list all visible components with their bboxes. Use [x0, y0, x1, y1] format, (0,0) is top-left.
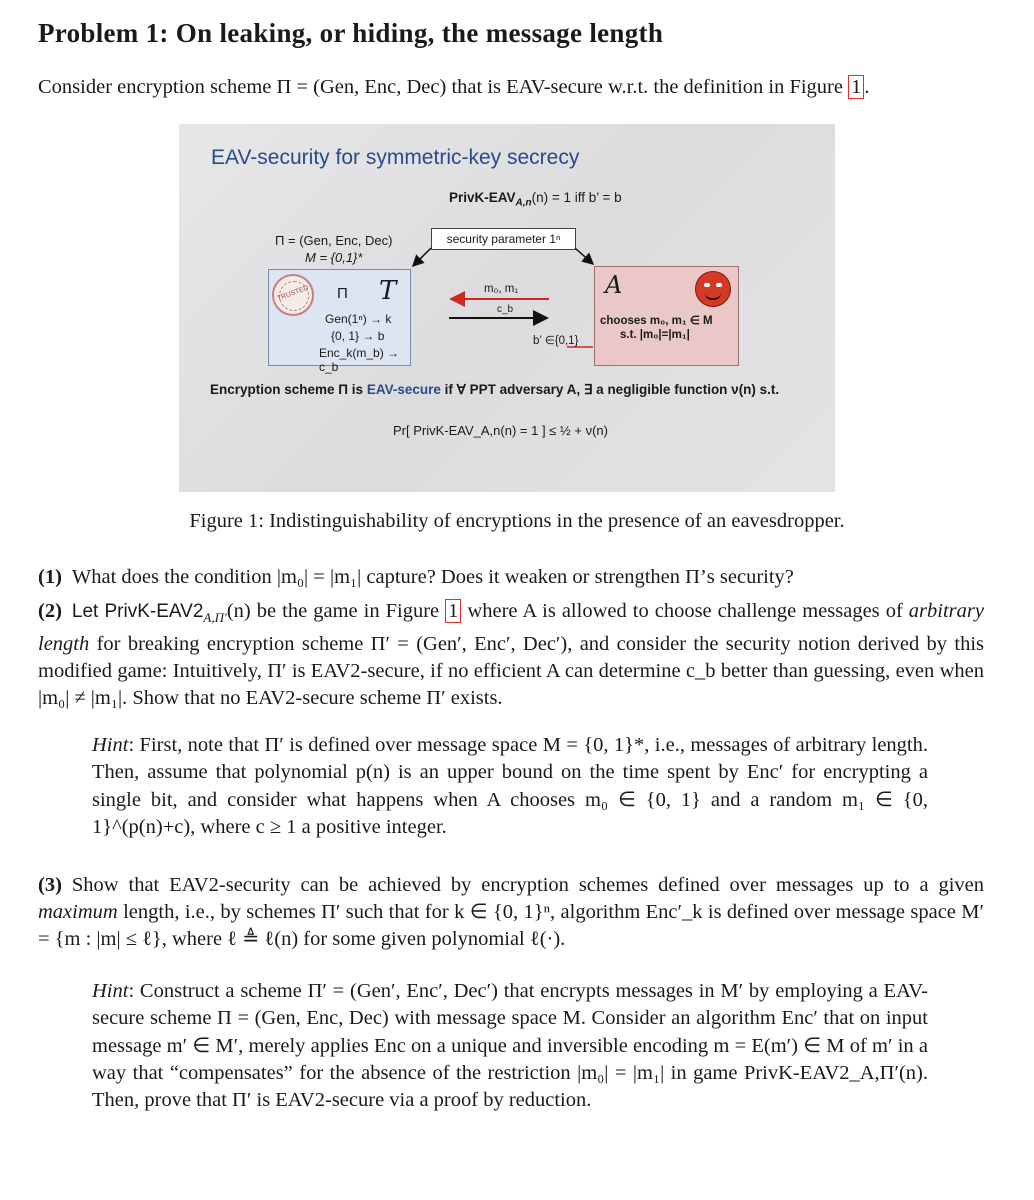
q2-number: (2) — [38, 600, 62, 622]
probability-bound: Pr[ PrivK-EAV_A,n(n) = 1 ] ≤ ½ + ν(n) — [393, 423, 608, 438]
q3-hint-text: : Construct a scheme Π′ = (Gen′, Enc′, Dec′) that encrypts messages in M′ by employing a EAV-secure scheme Π = (Gen, Enc, Dec) with message space M. Consider an algorithm Enc′ that on input message m′ ∈ M′, merely applies Enc on a unique and inversible encoding m = E(m′) ∈ M of m′ in a way that “compensates” for the absence of the restriction |m₀| = |m₁| in game PrivK-EAV2_A,Π′(n). Then, prove that Π′ is EAV2-secure via a proof by reduction. — [92, 980, 928, 1112]
q3-maximum: maximum — [38, 901, 118, 923]
q1-text: What does the condition |m₀| = |m₁| capture? Does it weaken or strengthen Π’s security? — [71, 566, 794, 588]
q3-text-a: Show that EAV2-security can be achieved by encryption schemes defined over messages up to a given — [71, 874, 984, 896]
game-sub: A,n — [515, 197, 532, 209]
adversary-choose: chooses m₀, m₁ ∈ M — [600, 315, 713, 327]
q3-number: (3) — [38, 874, 62, 896]
q3-text-b: length, i.e., by schemes Π′ such that for k ∈ {0, 1}ⁿ, algorithm Enc′_k is defined over message space M′ = {m : |m| ≤ ℓ}, where ℓ ≜ ℓ(n) for some given polynomial ℓ(·). — [38, 901, 984, 950]
eav-definition — [210, 382, 779, 398]
intro-text: Consider encryption scheme Π = (Gen, Enc, Dec) that is EAV-secure w.r.t. the definition in Figure — [38, 76, 843, 98]
def-eav-secure: EAV-secure — [366, 382, 441, 397]
question-1 — [38, 564, 998, 591]
q2-hint-label: Hint — [92, 734, 129, 756]
def-post: if ∀ PPT adversary A, ∃ a negligible function ν(n) s.t. — [440, 382, 780, 397]
q2-hint-text: : First, note that Π′ is defined over message space M = {0, 1}*, i.e., messages of arbitrary length. Then, assume that polynomial p(n) is an upper bound on the time spent by Enc′ for encrypting a single bit, and consider what happens when A chooses m₀ ∈ {0, 1} and a random m₁ ∈ {0, 1}^(p(n)+c), where c ≥ 1 a positive integer. — [92, 734, 928, 838]
q2-text-b: (n) be the game in Figure — [226, 600, 440, 622]
bit-line: {0, 1} → b — [331, 329, 385, 343]
q1-number: (1) — [38, 566, 62, 588]
intro-end: . — [864, 76, 870, 98]
scheme-label: Π = (Gen, Enc, Dec) — [275, 233, 393, 248]
game-name: PrivK-EAV — [449, 190, 516, 205]
message-space-label: M = {0,1}* — [305, 250, 363, 265]
def-pre: Encryption scheme Π is — [210, 382, 367, 397]
gen-line: Gen(1ⁿ) → k — [325, 312, 392, 326]
challenger-t: T — [379, 276, 397, 306]
q2-hint — [92, 732, 928, 841]
guess-label: b’ ∈{0,1} — [533, 335, 579, 347]
param-arrow-left — [413, 248, 431, 266]
enc-line: Enc_k(m_b) → c_b — [319, 346, 400, 374]
figure-title: EAV-security for symmetric-key secrecy — [211, 146, 580, 169]
ciphertext-label: c_b — [497, 304, 514, 315]
q3-hint — [92, 978, 928, 1114]
figure-ref-link[interactable]: 1 — [848, 75, 864, 99]
security-parameter-box: security parameter 1ⁿ — [431, 228, 576, 250]
question-2 — [38, 598, 984, 712]
messages-label: m₀, m₁ — [484, 283, 519, 295]
figure-eav-security — [179, 124, 835, 492]
adversary-a: A — [605, 271, 623, 299]
param-arrow-right — [575, 248, 593, 264]
q2-game-sub: A,Π′ — [203, 610, 227, 626]
question-3 — [38, 872, 984, 953]
q3-hint-label: Hint — [92, 980, 129, 1002]
game-condition: (n) = 1 iff b’ = b — [531, 190, 622, 205]
adversary-constraint: s.t. |m₀|=|m₁| — [620, 329, 690, 341]
challenger-pi: Π — [337, 285, 348, 302]
problem-title: Problem 1: On leaking, or hiding, the message length — [38, 18, 664, 48]
q2-arbitrary: arbitrary length — [38, 600, 984, 656]
figure-caption: Figure 1: Indistinguishability of encryptions in the presence of an eavesdropper. — [189, 510, 845, 532]
q2-text-c: where A is allowed to choose challenge messages of — [461, 600, 909, 622]
q2-game: Let PrivK-EAV2 — [71, 601, 204, 622]
intro-paragraph — [38, 74, 998, 101]
q2-text-d: for breaking encryption scheme Π′ = (Gen′, Enc′, Dec′), and consider the security notion derived by this modified game: Intuitively, Π′ is EAV2-secure, if no efficient A can determine c_b better than guessing, even when |m₀| ≠ |m₁|. Show that no EAV2-secure scheme Π′ exists. — [38, 633, 984, 710]
stamp-text: TRUSTED — [276, 284, 310, 303]
q2-figure-ref-link[interactable]: 1 — [445, 599, 461, 623]
